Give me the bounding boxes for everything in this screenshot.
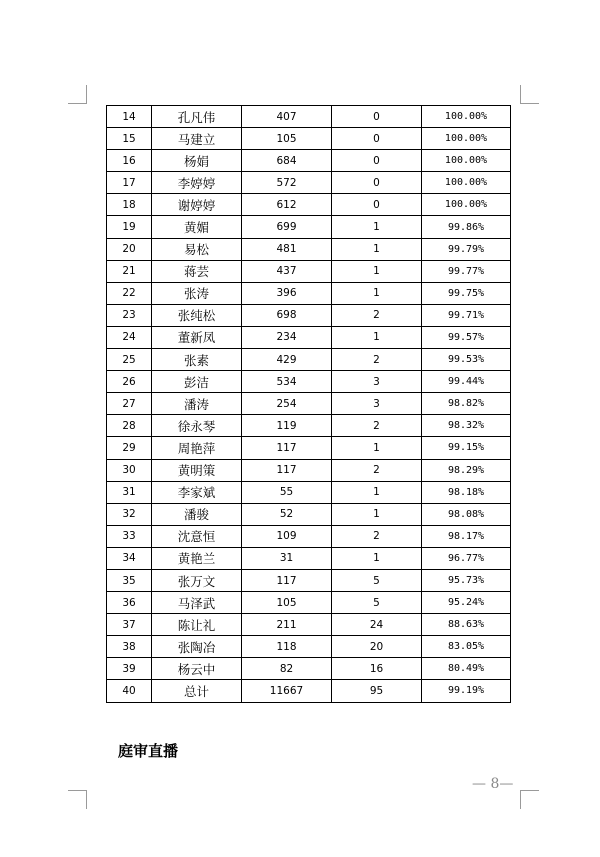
cell-name: 沈意恒	[152, 525, 242, 547]
cell-name: 孔凡伟	[152, 106, 242, 128]
cell-number: 19	[107, 216, 152, 238]
cell-name: 黄明策	[152, 459, 242, 481]
cell-rate: 100.00%	[422, 128, 511, 150]
cell-total: 105	[242, 592, 332, 614]
table-row	[107, 658, 511, 680]
cell-rate: 99.79%	[422, 238, 511, 260]
cell-name: 黄艳兰	[152, 547, 242, 569]
cell-number: 30	[107, 459, 152, 481]
cell-rate: 99.44%	[422, 371, 511, 393]
cell-rate: 98.18%	[422, 481, 511, 503]
cell-number: 16	[107, 150, 152, 172]
cell-total: 109	[242, 525, 332, 547]
cell-count: 2	[332, 525, 422, 547]
cell-name: 李婷婷	[152, 172, 242, 194]
cell-total: 699	[242, 216, 332, 238]
table-row	[107, 547, 511, 569]
cell-count: 5	[332, 592, 422, 614]
cell-rate: 99.19%	[422, 680, 511, 702]
cell-total: 118	[242, 636, 332, 658]
cell-name: 杨娟	[152, 150, 242, 172]
cell-rate: 99.77%	[422, 260, 511, 282]
cell-total: 254	[242, 393, 332, 415]
cell-name: 马泽武	[152, 592, 242, 614]
cell-rate: 100.00%	[422, 172, 511, 194]
cell-number: 36	[107, 592, 152, 614]
cell-name: 总计	[152, 680, 242, 702]
cell-count: 24	[332, 614, 422, 636]
table-row	[107, 459, 511, 481]
crop-mark-bottom-left	[68, 790, 87, 809]
cell-name: 易松	[152, 238, 242, 260]
crop-mark-bottom-right	[520, 790, 539, 809]
cell-name: 马建立	[152, 128, 242, 150]
cell-number: 40	[107, 680, 152, 702]
cell-name: 潘涛	[152, 393, 242, 415]
table-row	[107, 150, 511, 172]
cell-name: 李家斌	[152, 481, 242, 503]
cell-rate: 88.63%	[422, 614, 511, 636]
cell-number: 31	[107, 481, 152, 503]
cell-name: 周艳萍	[152, 437, 242, 459]
table-row	[107, 569, 511, 591]
crop-mark-top-right	[520, 85, 539, 104]
cell-rate: 99.57%	[422, 326, 511, 348]
cell-count: 2	[332, 304, 422, 326]
cell-number: 21	[107, 260, 152, 282]
cell-name: 张陶冶	[152, 636, 242, 658]
cell-name: 陈让礼	[152, 614, 242, 636]
cell-rate: 98.32%	[422, 415, 511, 437]
cell-count: 1	[332, 547, 422, 569]
table-row	[107, 326, 511, 348]
cell-name: 张素	[152, 349, 242, 371]
table-row	[107, 680, 511, 702]
cell-count: 1	[332, 216, 422, 238]
cell-total: 117	[242, 437, 332, 459]
table-row	[107, 304, 511, 326]
table-row	[107, 282, 511, 304]
cell-number: 32	[107, 503, 152, 525]
cell-number: 34	[107, 547, 152, 569]
cell-name: 蒋芸	[152, 260, 242, 282]
table-row	[107, 349, 511, 371]
cell-total: 612	[242, 194, 332, 216]
cell-total: 105	[242, 128, 332, 150]
cell-total: 437	[242, 260, 332, 282]
cell-number: 22	[107, 282, 152, 304]
cell-rate: 96.77%	[422, 547, 511, 569]
cell-count: 2	[332, 459, 422, 481]
cell-count: 2	[332, 349, 422, 371]
cell-total: 396	[242, 282, 332, 304]
cell-name: 张万文	[152, 569, 242, 591]
cell-name: 董新凤	[152, 326, 242, 348]
table-row	[107, 437, 511, 459]
cell-number: 25	[107, 349, 152, 371]
cell-total: 11667	[242, 680, 332, 702]
cell-number: 37	[107, 614, 152, 636]
cell-total: 119	[242, 415, 332, 437]
cell-total: 407	[242, 106, 332, 128]
cell-number: 23	[107, 304, 152, 326]
cell-total: 31	[242, 547, 332, 569]
table-row	[107, 525, 511, 547]
cell-rate: 98.29%	[422, 459, 511, 481]
cell-count: 1	[332, 437, 422, 459]
cell-name: 张纯松	[152, 304, 242, 326]
cell-rate: 99.53%	[422, 349, 511, 371]
cell-count: 20	[332, 636, 422, 658]
cell-total: 117	[242, 459, 332, 481]
cell-name: 徐永琴	[152, 415, 242, 437]
section-title: 庭审直播	[118, 742, 179, 760]
cell-total: 117	[242, 569, 332, 591]
table-row	[107, 216, 511, 238]
cell-count: 1	[332, 503, 422, 525]
cell-number: 14	[107, 106, 152, 128]
table-row	[107, 592, 511, 614]
cell-number: 17	[107, 172, 152, 194]
cell-total: 534	[242, 371, 332, 393]
cell-rate: 99.15%	[422, 437, 511, 459]
cell-total: 481	[242, 238, 332, 260]
table-row	[107, 371, 511, 393]
cell-rate: 100.00%	[422, 194, 511, 216]
table-row	[107, 128, 511, 150]
cell-name: 潘骏	[152, 503, 242, 525]
cell-total: 698	[242, 304, 332, 326]
cell-rate: 80.49%	[422, 658, 511, 680]
cell-rate: 95.73%	[422, 569, 511, 591]
cell-number: 18	[107, 194, 152, 216]
cell-rate: 98.08%	[422, 503, 511, 525]
cell-number: 26	[107, 371, 152, 393]
table-row	[107, 503, 511, 525]
statistics-table	[106, 105, 511, 703]
cell-total: 52	[242, 503, 332, 525]
cell-count: 1	[332, 481, 422, 503]
cell-count: 1	[332, 326, 422, 348]
cell-rate: 83.05%	[422, 636, 511, 658]
cell-count: 1	[332, 282, 422, 304]
cell-total: 234	[242, 326, 332, 348]
cell-count: 0	[332, 106, 422, 128]
cell-total: 429	[242, 349, 332, 371]
cell-number: 35	[107, 569, 152, 591]
table-row	[107, 260, 511, 282]
cell-number: 24	[107, 326, 152, 348]
cell-name: 杨云中	[152, 658, 242, 680]
cell-number: 27	[107, 393, 152, 415]
cell-rate: 100.00%	[422, 106, 511, 128]
cell-count: 1	[332, 260, 422, 282]
cell-name: 黄媚	[152, 216, 242, 238]
cell-count: 0	[332, 194, 422, 216]
cell-name: 彭洁	[152, 371, 242, 393]
cell-count: 0	[332, 150, 422, 172]
cell-count: 0	[332, 172, 422, 194]
cell-count: 5	[332, 569, 422, 591]
cell-name: 谢婷婷	[152, 194, 242, 216]
table-row	[107, 238, 511, 260]
cell-rate: 95.24%	[422, 592, 511, 614]
cell-total: 684	[242, 150, 332, 172]
table-row	[107, 172, 511, 194]
table-row	[107, 481, 511, 503]
crop-mark-top-left	[68, 85, 87, 104]
cell-name: 张涛	[152, 282, 242, 304]
cell-number: 39	[107, 658, 152, 680]
cell-total: 211	[242, 614, 332, 636]
page-number: — 8—	[472, 776, 514, 792]
table-row	[107, 415, 511, 437]
cell-number: 33	[107, 525, 152, 547]
cell-number: 28	[107, 415, 152, 437]
cell-rate: 100.00%	[422, 150, 511, 172]
cell-rate: 99.86%	[422, 216, 511, 238]
cell-total: 572	[242, 172, 332, 194]
cell-count: 16	[332, 658, 422, 680]
cell-number: 15	[107, 128, 152, 150]
table-row	[107, 106, 511, 128]
table-row	[107, 393, 511, 415]
table-row	[107, 614, 511, 636]
cell-count: 3	[332, 371, 422, 393]
cell-rate: 99.75%	[422, 282, 511, 304]
cell-rate: 98.82%	[422, 393, 511, 415]
cell-number: 20	[107, 238, 152, 260]
cell-count: 95	[332, 680, 422, 702]
cell-number: 29	[107, 437, 152, 459]
table-body	[107, 106, 511, 703]
cell-rate: 99.71%	[422, 304, 511, 326]
cell-count: 3	[332, 393, 422, 415]
cell-total: 55	[242, 481, 332, 503]
cell-rate: 98.17%	[422, 525, 511, 547]
table-row	[107, 194, 511, 216]
cell-number: 38	[107, 636, 152, 658]
cell-total: 82	[242, 658, 332, 680]
cell-count: 0	[332, 128, 422, 150]
cell-count: 1	[332, 238, 422, 260]
table-row	[107, 636, 511, 658]
cell-count: 2	[332, 415, 422, 437]
